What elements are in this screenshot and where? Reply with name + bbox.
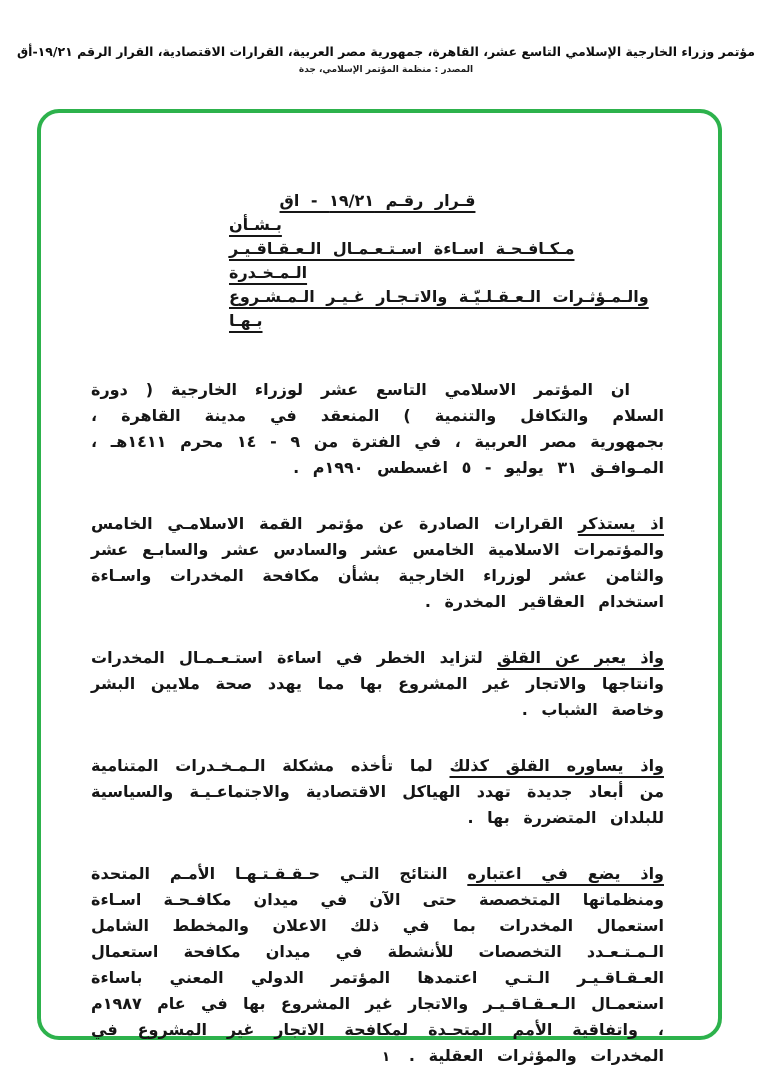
resolution-content: [41, 113, 718, 1069]
green-border-frame: [37, 109, 722, 1065]
paragraph-recalling-lead: اذ يستذكر: [578, 514, 664, 533]
paragraph-considering-text: النتائج التـي حـقـقـتـهـا الأمـم المتحدة ومنظماتها المتخصصة حتى الآن في ميدان مكافـحـة اسـاءة استعمال المخدرات بما في ذلك الاعلان والمخطط الشامل الـمـتـعـدد التخصصات للأنشطة في ميدان مكافحة استعمال العـقـاقـيـر الـتـي اعتمدها المؤتمر الدولي المعني باساءة استعمـال الـعـقـاقـيـر والاتجار غير المشروع بها في عام ١٩٨٧م ، واتفاقية الأمم المتحـدة لمكافحة الاتجار غير المشروع في المخدرات والمؤثرات العقلية .: [91, 864, 664, 1065]
paragraph-concern-text: لتزايد الخطر في اساءة استـعـمـال المخدرات وانتاجها والاتجار غير المشروع بها مما يهدد صحة ملايين البشر وخاصة الشباب .: [91, 648, 664, 719]
resolution-regarding-line: [229, 213, 664, 237]
resolution-subject-block: [229, 213, 664, 333]
paragraph-further-concern: [91, 753, 664, 831]
page-number: ١: [381, 1049, 391, 1065]
resolution-body: [91, 377, 664, 1069]
paragraph-recalling: [91, 511, 664, 615]
paragraph-considering-lead: واذ يضع في اعتباره: [467, 864, 664, 883]
paragraph-considering: [91, 861, 664, 1069]
resolution-regarding: بـشـأن: [229, 215, 282, 234]
paragraph-further-concern-text: لما تأخذه مشكلة الـمـخـدرات المتنامية من أبعاد جديدة تهدد الهياكل الاقتصادية والاجتماعـيـة والسياسية للبلدان المتضررة بها .: [91, 756, 664, 827]
header-reference-line: مؤتمر وزراء الخارجية الإسلامي التاسع عشر، القاهرة، جمهورية مصر العربية، القرارات الاقتصادية، القرار الرقم ١٩/٢١-أق: [17, 44, 755, 59]
resolution-number-line: [91, 189, 664, 213]
paragraph-concern: [91, 645, 664, 723]
paragraph-concern-lead: واذ يعبر عن القلق: [496, 648, 664, 667]
resolution-title-block: [91, 189, 664, 333]
resolution-subject-1: مـكـافـحـة اسـاءة اسـتـعـمـال الـعـقـاقـيـر الـمـخـدرة: [229, 239, 575, 282]
resolution-subject-2: والـمـؤثـرات الـعـقـلـيّـة والاتـجـار غـيـر الـمـشـروع بـهـا: [229, 287, 649, 330]
resolution-subject-line-1: [229, 237, 664, 285]
paragraph-recalling-text: القرارات الصادرة عن مؤتمر القمة الاسلامـي الخامس والمؤتمرات الاسلامية الخامس عشر والسادس عشر والسابـع عشر والثامن عشر لوزراء الخارجية بشأن مكافحة المخدرات واسـاءة استخدام العقاقير المخدرة .: [91, 514, 664, 611]
paragraph-preamble: [91, 377, 664, 481]
paragraph-preamble-text: ان المؤتمر الاسلامي التاسع عشر لوزراء الخارجية ( دورة السلام والتكافل والتنمية ) المنعقد في مدينة القاهرة ، بجمهورية مصر العربية ، في الفترة من ٩ - ١٤ محرم ١٤١١هـ ، المـوافـق ٣١ يوليو - ٥ اغسطس ١٩٩٠م .: [91, 380, 664, 477]
header-source-line: المصدر : منظمة المؤتمر الإسلامي، جدة: [298, 65, 474, 75]
paragraph-further-concern-lead: واذ يساوره القلق كذلك: [449, 756, 664, 775]
resolution-number: قـرار رقـم ١٩/٢١ - اق: [279, 191, 476, 210]
document-header: [0, 0, 772, 75]
resolution-subject-line-2: [229, 285, 664, 333]
